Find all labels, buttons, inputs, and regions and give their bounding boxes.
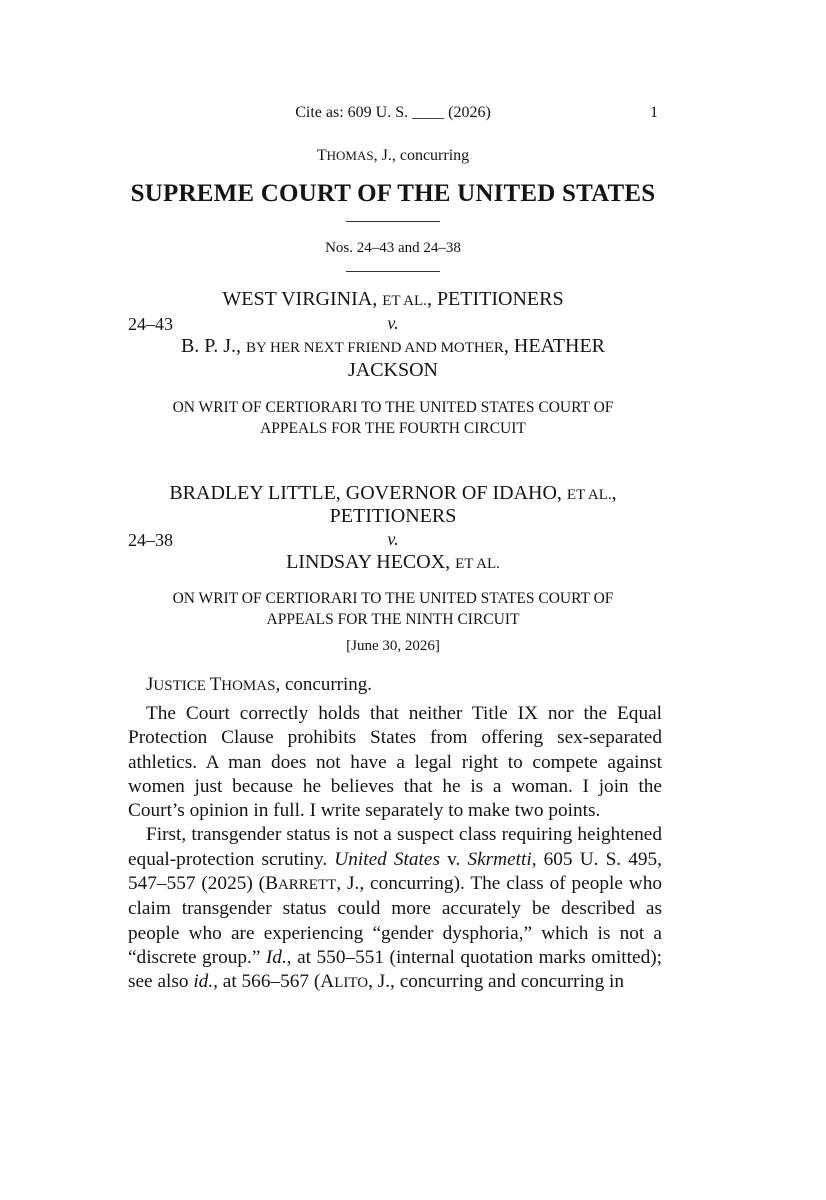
case2-respondent-name: LINDSAY HECOX, — [286, 551, 451, 573]
case1-writ — [0, 397, 786, 439]
id-citation-1: Id. — [265, 946, 287, 968]
case1-docket: 24–43 — [128, 314, 173, 334]
case1-versus: v. — [387, 313, 399, 333]
case2-writ-line1: ON WRIT OF CERTIORARI TO THE UNITED STATES COURT OF — [172, 590, 614, 607]
id-citation-2: id. — [193, 971, 214, 993]
para2-text-6: , J., concurring and concurring in — [368, 971, 625, 993]
case2-respondent — [0, 551, 786, 574]
paragraph-2 — [128, 823, 662, 995]
opinion-author-line — [146, 674, 372, 696]
running-header — [0, 147, 786, 165]
case2-petitioners-line2: PETITIONERS — [329, 505, 457, 527]
case-citation-united-states: United States — [334, 848, 440, 870]
opinion-body — [128, 702, 662, 996]
para2-text-2: , 605 U. S. 495, 547–557 (2025) ( — [128, 848, 662, 895]
divider-rule — [346, 271, 440, 272]
case1-respondent — [0, 335, 786, 358]
case2-petitioners — [0, 482, 786, 505]
justice-rest: USTICE — [153, 678, 210, 694]
case1-petitioners — [0, 288, 786, 311]
divider-rule — [346, 221, 440, 222]
running-header-suffix: , J., concurring — [373, 147, 470, 164]
case1-et-al: ET AL. — [382, 293, 427, 309]
case1-respondent-relation: BY HER NEXT FRIEND AND MOTHER — [245, 340, 504, 356]
case1-writ-line1: ON WRIT OF CERTIORARI TO THE UNITED STATES COURT OF — [172, 399, 614, 416]
para2-text-3: , J., concurring). The class of people who claim transgender status could more accurately be described as people who are experiencing “gender dysphoria,” which is not a “discrete group.” — [128, 873, 662, 968]
case2-versus: v. — [387, 529, 399, 549]
barrett-rest: ARRETT — [277, 877, 337, 894]
case2-petitioners-comma: , — [611, 482, 617, 504]
case1-respondent-name: B. P. J., — [180, 335, 241, 357]
running-header-name-initial: T — [316, 147, 327, 164]
justice-name-rest: HOMAS — [221, 678, 276, 694]
case2-et-al: ET AL. — [455, 556, 500, 572]
court-title: SUPREME COURT OF THE UNITED STATES — [130, 180, 656, 207]
case2-petitioners-name: BRADLEY LITTLE, GOVERNOR OF IDAHO, — [169, 482, 562, 504]
alito-initial: A — [320, 971, 335, 993]
decision-date: [June 30, 2026] — [346, 638, 440, 654]
case1-respondent-tail: , HEATHER — [503, 335, 606, 357]
para2-text-4: , at 550–551 (internal quotation marks omitted); see also — [128, 946, 662, 993]
alito-rest: LITO — [334, 975, 369, 992]
case1-writ-line2: APPEALS FOR THE FOURTH CIRCUIT — [260, 420, 526, 437]
justice-initial: J — [146, 674, 154, 695]
case2-writ-line2: APPEALS FOR THE NINTH CIRCUIT — [266, 611, 520, 628]
para2-text-1: First, transgender status is not a suspect class requiring heightened equal-protection scrutiny. — [128, 824, 662, 870]
justice-name-initial: T — [209, 674, 222, 695]
case1-petitioners-name: WEST VIRGINIA, — [222, 288, 378, 310]
page-number: 1 — [650, 104, 658, 121]
justice-suffix: , concurring. — [275, 674, 373, 695]
case2-docket: 24–38 — [128, 530, 173, 550]
para2-versus: v. — [439, 848, 468, 870]
running-header-name-rest: HOMAS — [326, 148, 374, 163]
case1-respondent-line2: JACKSON — [347, 359, 439, 381]
case1-petitioners-label: , PETITIONERS — [426, 288, 564, 310]
case2-writ — [0, 588, 786, 630]
para2-text-5: , at 566–567 ( — [213, 971, 321, 993]
citation-line: Cite as: 609 U. S. ____ (2026) — [295, 104, 491, 121]
barrett-initial: B — [265, 873, 278, 895]
case-citation-skrmetti: Skrmetti — [467, 848, 532, 870]
docket-numbers: Nos. 24–43 and 24–38 — [325, 240, 461, 256]
case2-et-al: ET AL. — [566, 487, 612, 503]
paragraph-1: The Court correctly holds that neither Title IX nor the Equal Protection Clause prohibits States from offering sex-separated athletics. A man does not have a legal right to compete against women just because he believes that he is a woman. I join the Court’s opinion in full. I write separately to make two points. — [128, 703, 662, 822]
